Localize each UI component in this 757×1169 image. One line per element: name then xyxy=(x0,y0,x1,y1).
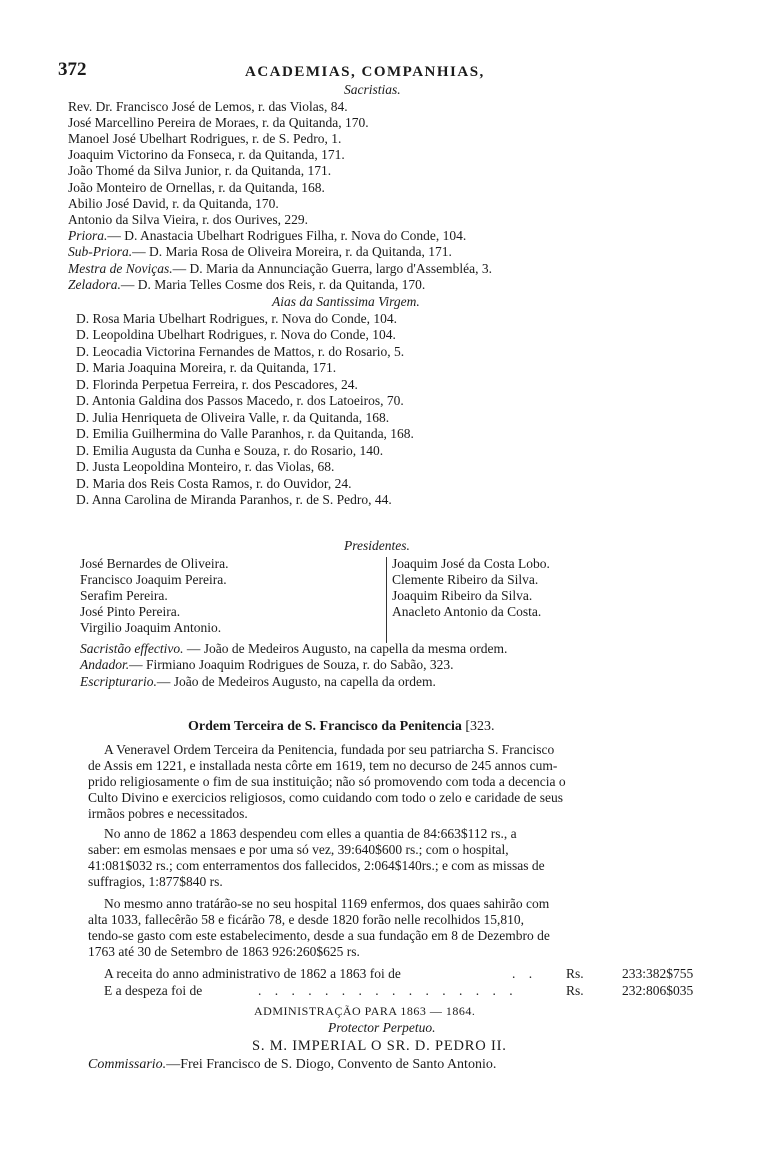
column-divider xyxy=(386,557,387,643)
page-number: 372 xyxy=(58,59,87,80)
protector-heading: Protector Perpetuo. xyxy=(328,1020,436,1035)
list-item: D. Florinda Perpetua Ferreira, r. dos Pescadores, 24. xyxy=(76,377,358,392)
text-line: suffragios, 1:877$840 rs. xyxy=(88,874,223,889)
text-line: No anno de 1862 a 1863 despendeu com elles a quantia de 84:663$112 rs., a xyxy=(104,826,517,841)
list-item: Manoel José Ubelhart Rodrigues, r. de S. Pedro, 1. xyxy=(68,131,342,146)
paragraph-expenses xyxy=(88,826,708,890)
list-item: João Monteiro de Ornellas, r. da Quitanda, 168. xyxy=(68,180,325,195)
role-sub-priora: Sub-Priora.— D. Maria Rosa de Oliveira Moreira, r. da Quitanda, 171. xyxy=(68,244,452,259)
role-priora: Priora.— D. Anastacia Ubelhart Rodrigues Filha, r. Nova do Conde, 104. xyxy=(68,228,467,243)
officer-escripturario: Escripturario.— João de Medeiros Augusto, na capella da ordem. xyxy=(80,674,436,689)
list-item: D. Leopoldina Ubelhart Rodrigues, r. Nova do Conde, 104. xyxy=(76,327,396,342)
list-item: D. Antonia Galdina dos Passos Macedo, r. dos Latoeiros, 70. xyxy=(76,393,404,408)
text-line: 41:081$032 rs.; com enterramentos dos fallecidos, 2:064$140rs.; e com as missas de xyxy=(88,858,545,873)
list-item: Rev. Dr. Francisco José de Lemos, r. das Violas, 84. xyxy=(68,99,348,114)
list-item: D. Anna Carolina de Miranda Paranhos, r. de S. Pedro, 44. xyxy=(76,492,392,507)
list-item: Joaquim Ribeiro da Silva. xyxy=(392,588,533,603)
receita-leader: . . xyxy=(512,966,538,981)
list-item: Clemente Ribeiro da Silva. xyxy=(392,572,539,587)
text-line: Culto Divino e exercicios religiosos, como cuidando com todo o zelo e caridade de seus xyxy=(88,790,563,805)
list-item: D. Julia Henriqueta de Oliveira Valle, r. da Quitanda, 168. xyxy=(76,410,390,425)
officer-andador: Andador.— Firmiano Joaquim Rodrigues de Souza, r. do Sabão, 323. xyxy=(80,657,454,672)
list-item: José Marcellino Pereira de Moraes, r. da Quitanda, 170. xyxy=(68,115,369,130)
text-line: saber: em esmolas mensaes e por uma só vez, 39:640$600 rs.; com o hospital, xyxy=(88,842,509,857)
list-item: José Pinto Pereira. xyxy=(80,604,181,619)
receita-currency: Rs. xyxy=(566,966,584,981)
role-zeladora: Zeladora.— D. Maria Telles Cosme dos Reis, r. da Quitanda, 170. xyxy=(68,277,426,292)
presidentes-right-column xyxy=(392,556,550,620)
list-item: D. Justa Leopoldina Monteiro, r. das Violas, 68. xyxy=(76,459,335,474)
commissario-line: Commissario.—Frei Francisco de S. Diogo, Convento de Santo Antonio. xyxy=(88,1057,497,1072)
list-item: D. Leocadia Victorina Fernandes de Mattos, r. do Rosario, 5. xyxy=(76,344,405,359)
list-item: D. Rosa Maria Ubelhart Rodrigues, r. Nova do Conde, 104. xyxy=(76,311,397,326)
receita-line: A receita do anno administrativo de 1862 a 1863 foi de xyxy=(104,966,401,981)
paragraph-history xyxy=(88,742,708,822)
text-line: prido religiosamente o fim de sua instituição; não só promovendo com toda a decencia o xyxy=(88,774,566,789)
running-title: ACADEMIAS, COMPANHIAS, xyxy=(245,64,485,80)
role-mestra-novicas: Mestra de Noviças.— D. Maria da Annunciação Guerra, largo d'Assembléa, 3. xyxy=(68,261,492,276)
text-line: tendo-se gasto com este estabelecimento, desde a sua fundação em 8 de Dezembro de xyxy=(88,928,550,943)
despeza-leader: . . . . . . . . . . . . . . . . xyxy=(258,983,518,998)
text-line: irmãos pobres e necessitados. xyxy=(88,806,248,821)
receita-value: 233:382$755 xyxy=(622,966,694,981)
presidentes-left-column xyxy=(80,556,228,636)
list-item: José Bernardes de Oliveira. xyxy=(80,556,229,571)
aias-heading: Aias da Santissima Virgem. xyxy=(272,294,420,309)
list-item: Serafim Pereira. xyxy=(80,588,168,603)
list-item: Anacleto Antonio da Costa. xyxy=(392,604,542,619)
despeza-currency: Rs. xyxy=(566,983,584,998)
protector-name: S. M. IMPERIAL O SR. D. PEDRO II. xyxy=(252,1038,507,1054)
list-item: D. Maria dos Reis Costa Ramos, r. do Ouvidor, 24. xyxy=(76,476,352,491)
list-item: Antonio da Silva Vieira, r. dos Ourives, 229. xyxy=(68,212,309,227)
text-line: alta 1033, fallecêrão 58 e ficárão 78, e desde 1820 forão nelle recolhidos 15,810, xyxy=(88,912,524,927)
text-line: A Veneravel Ordem Terceira da Penitencia, fundada por seu patriarcha S. Francisco xyxy=(104,742,555,757)
officer-sacristao: Sacristão effectivo. — João de Medeiros Augusto, na capella da mesma ordem. xyxy=(80,641,508,656)
section-title: Ordem Terceira de S. Francisco da Penitencia [323. xyxy=(188,719,495,734)
list-item: Joaquim José da Costa Lobo. xyxy=(392,556,550,571)
list-item: D. Maria Joaquina Moreira, r. da Quitanda, 171. xyxy=(76,360,337,375)
despeza-line: E a despeza foi de xyxy=(104,983,203,998)
text-line: 1763 até 30 de Setembro de 1863 926:260$625 rs. xyxy=(88,944,360,959)
sacristias-heading: Sacristias. xyxy=(344,82,401,97)
text-line: No mesmo anno tratárão-se no seu hospital 1169 enfermos, dos quaes sahirão com xyxy=(104,896,550,911)
despeza-value: 232:806$035 xyxy=(622,983,694,998)
list-item: Francisco Joaquim Pereira. xyxy=(80,572,227,587)
list-item: João Thomé da Silva Junior, r. da Quitanda, 171. xyxy=(68,163,332,178)
paragraph-hospital xyxy=(88,896,708,960)
text-line: de Assis em 1221, e installada nesta côrte em 1619, tem no decurso de 245 annos cum- xyxy=(88,758,558,773)
list-item: Virgilio Joaquim Antonio. xyxy=(80,620,222,635)
list-item: D. Emilia Augusta da Cunha e Souza, r. do Rosario, 140. xyxy=(76,443,384,458)
administracao-heading: ADMINISTRAÇÃO PARA 1863 — 1864. xyxy=(254,1004,476,1018)
presidentes-heading: Presidentes. xyxy=(344,538,410,553)
list-item: Abilio José David, r. da Quitanda, 170. xyxy=(68,196,279,211)
list-item: D. Emilia Guilhermina do Valle Paranhos, r. da Quitanda, 168. xyxy=(76,426,414,441)
list-item: Joaquim Victorino da Fonseca, r. da Quitanda, 171. xyxy=(68,147,345,162)
